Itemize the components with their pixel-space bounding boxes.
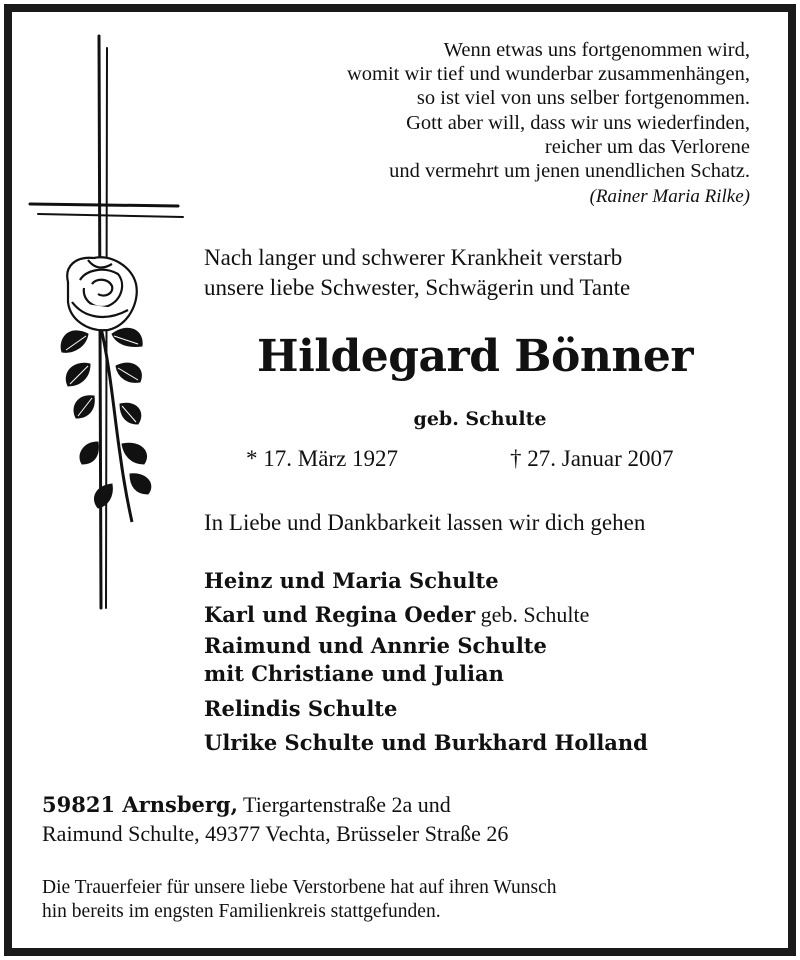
address-street: Tiergartenstraße 2a und (237, 792, 451, 817)
poem-line: Wenn etwas uns fortgenommen wird, (443, 39, 750, 61)
maiden-name: geb. Schulte (413, 408, 547, 430)
address-line: Raimund Schulte, 49377 Vechta, Brüsseler Straße 26 (42, 821, 509, 846)
mourner-entry (204, 726, 648, 760)
mourner-names: Relindis Schulte (204, 696, 398, 721)
mourner-note: geb. Schulte (475, 602, 590, 627)
poem-author: (Rainer Maria Rilke) (589, 186, 750, 208)
contact-address (42, 791, 508, 848)
mourner-entry (204, 598, 648, 632)
mourner-entry (204, 660, 648, 688)
poem-line: so ist viel von uns selber fortgenommen. (416, 87, 750, 110)
mourner-names: Ulrike Schulte und Burkhard Holland (204, 730, 648, 755)
mourner-names: mit Christiane und Julian (204, 661, 504, 686)
poem-line: und vermehrt um jenen unendlichen Schatz. (389, 160, 750, 183)
mourners-list (204, 564, 648, 760)
rilke-poem (190, 38, 750, 209)
death-date: † 27. Januar 2007 (510, 446, 674, 471)
poem-line: Gott aber will, dass wir uns wiederfinden, (406, 111, 750, 134)
poem-line: reicher um das Verlorene (544, 135, 750, 158)
farewell-line: In Liebe und Dankbarkeit lassen wir dich gehen (204, 510, 646, 535)
mourner-names: Raimund und Annrie Schulte (204, 633, 547, 658)
note-line: hin bereits im engsten Familienkreis stattgefunden. (42, 901, 441, 922)
mourner-names: Karl und Regina Oeder (204, 602, 476, 627)
mourner-entry (204, 692, 648, 726)
funeral-note (42, 876, 557, 924)
address-line (42, 791, 508, 820)
deceased-name: Hildegard Bönner (257, 331, 693, 382)
address-city: 59821 Arnsberg, (42, 792, 238, 817)
mourner-names: Heinz und Maria Schulte (204, 568, 499, 593)
intro-line: unsere liebe Schwester, Schwägerin und Tante (204, 275, 631, 300)
poem-line: womit wir tief und wunderbar zusammenhängen, (346, 63, 750, 86)
mourner-entry (204, 632, 648, 660)
intro-line: Nach langer und schwerer Krankheit verstarb (204, 245, 623, 270)
mourner-entry (204, 564, 648, 598)
death-announcement-intro (204, 243, 630, 303)
cross-with-rose-icon (28, 34, 188, 614)
note-line: Die Trauerfeier für unsere liebe Verstorbene hat auf ihren Wunsch (42, 877, 557, 898)
birth-date: * 17. März 1927 (246, 446, 399, 471)
